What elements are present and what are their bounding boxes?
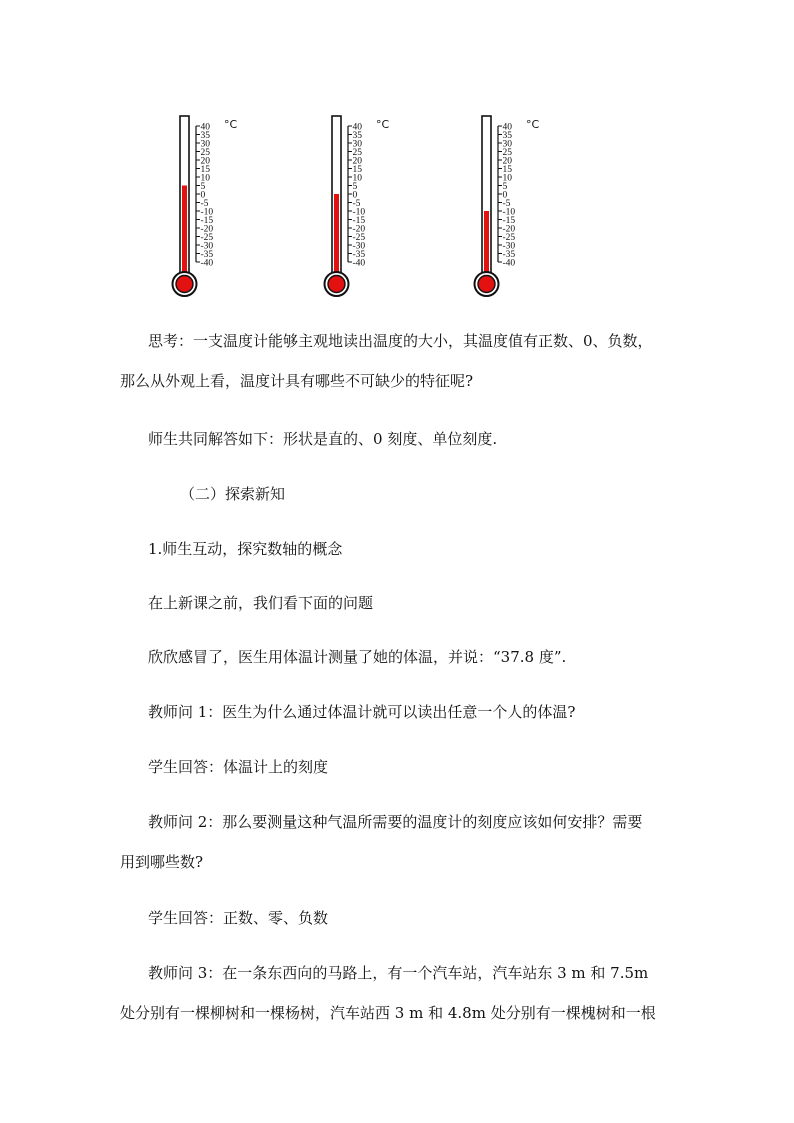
thermometer-tick-label: 30	[352, 139, 362, 150]
thermometer-bulb	[328, 276, 345, 293]
thermometer-tick-label: -40	[352, 258, 366, 269]
thermometer-liquid	[334, 194, 339, 280]
thermometer-1	[168, 112, 248, 302]
thermometer-tick-label: -25	[502, 232, 516, 243]
student-answer-1: 学生回答：体温计上的刻度	[148, 758, 329, 776]
thermometer-tick-label: 15	[502, 164, 512, 175]
think-line-2: 那么从外观上看，温度计具有哪些不可缺少的特征呢?	[120, 372, 474, 390]
thermometer-tick-label: -30	[502, 241, 516, 252]
thermometer-tick-label: 25	[352, 147, 362, 158]
thermometer-tick-label: -20	[502, 224, 516, 235]
thermometer-tick-label: -5	[352, 198, 361, 209]
thermometer-tick-label: -40	[200, 258, 214, 269]
thermometer-tick-label: -30	[200, 241, 214, 252]
thermometer-2-unit: °C	[376, 118, 390, 131]
thermometer-bulb	[176, 276, 193, 293]
student-answer-2: 学生回答：正数、零、负数	[148, 909, 329, 927]
thermometer-3-unit: °C	[526, 118, 540, 131]
think-line-1: 思考：一支温度计能够主观地读出温度的大小，其温度值有正数、0、负数，	[148, 332, 653, 350]
thermometer-tick-label: -10	[352, 207, 366, 218]
thermometer-tick-label: 5	[502, 181, 508, 192]
section-heading: （二）探索新知	[180, 485, 286, 503]
thermometer-tick-label: 10	[502, 173, 512, 184]
story-paragraph: 欣欣感冒了，医生用体温计测量了她的体温，并说：“37.8 度”.	[148, 648, 567, 666]
thermometer-2	[320, 112, 400, 302]
thermometer-1-graphic	[168, 112, 248, 302]
thermometer-tick-label: -30	[352, 241, 366, 252]
thermometer-tick-label: -5	[502, 198, 511, 209]
teacher-question-3-line-2: 处分别有一棵柳树和一棵杨树，汽车站西 3 m 和 4.8m 处分别有一棵槐树和一根	[120, 1004, 656, 1022]
intro-paragraph: 在上新课之前，我们看下面的问题	[148, 594, 374, 612]
thermometer-tick-label: 35	[352, 130, 362, 141]
thermometer-3-graphic	[470, 112, 550, 302]
thermometer-tick-label: -10	[502, 207, 516, 218]
thermometer-tick-label: -25	[352, 232, 366, 243]
thermometer-tick-label: -40	[502, 258, 516, 269]
thermometer-tick-label: -35	[352, 249, 366, 260]
thermometer-liquid	[484, 211, 489, 280]
thermometer-tick-label: 5	[352, 181, 358, 192]
thermometer-tick-label: 15	[352, 164, 362, 175]
thermometer-tick-label: -5	[200, 198, 209, 209]
thermometer-tick-label: 35	[200, 130, 210, 141]
thermometer-tick-label: -20	[352, 224, 366, 235]
thermometer-tick-label: -20	[200, 224, 214, 235]
thermometer-tick-label: 20	[352, 156, 362, 167]
thermometer-tick-label: 5	[200, 181, 206, 192]
thermometer-tick-label: -25	[200, 232, 214, 243]
thermometer-tick-label: 25	[502, 147, 512, 158]
thermometer-tick-label: 20	[200, 156, 210, 167]
thermometer-tick-label: 10	[352, 173, 362, 184]
thermometer-tick-label: 15	[200, 164, 210, 175]
thermometer-tick-label: -10	[200, 207, 214, 218]
thermometer-tick-label: -35	[200, 249, 214, 260]
thermometer-tick-label: 35	[502, 130, 512, 141]
answer-paragraph: 师生共同解答如下：形状是直的、0 刻度、单位刻度.	[148, 430, 498, 448]
thermometer-tick-label: 20	[502, 156, 512, 167]
thermometer-tick-label: 30	[502, 139, 512, 150]
teacher-question-1: 教师问 1：医生为什么通过体温计就可以读出任意一个人的体温?	[148, 703, 576, 721]
thermometer-3	[470, 112, 550, 302]
thermometer-tick-label: 0	[502, 190, 508, 201]
thermometer-tick-label: 30	[200, 139, 210, 150]
thermometer-tick-label: -15	[502, 215, 516, 226]
thermometer-tick-label: 10	[200, 173, 210, 184]
thermometer-tick-label: -15	[352, 215, 366, 226]
teacher-question-2-line-1: 教师问 2：那么要测量这种气温所需要的温度计的刻度应该如何安排？需要	[148, 813, 643, 831]
teacher-question-2-line-2: 用到哪些数?	[120, 853, 204, 871]
thermometer-tick-label: 40	[502, 122, 512, 133]
thermometer-bulb	[478, 276, 495, 293]
thermometer-1-unit: °C	[224, 118, 238, 131]
thermometer-tick-label: 40	[200, 122, 210, 133]
thermometer-2-graphic	[320, 112, 400, 302]
thermometer-tick-label: -35	[502, 249, 516, 260]
thermometer-tick-label: 25	[200, 147, 210, 158]
thermometer-liquid	[182, 186, 187, 281]
thermometer-tick-label: 40	[352, 122, 362, 133]
thermometer-tick-label: 0	[352, 190, 358, 201]
thermometer-tick-label: 0	[200, 190, 206, 201]
teacher-question-3-line-1: 教师问 3：在一条东西向的马路上，有一个汽车站，汽车站东 3 m 和 7.5m	[148, 964, 649, 982]
subheading: 1.师生互动，探究数轴的概念	[148, 540, 343, 558]
thermometer-tick-label: -15	[200, 215, 214, 226]
